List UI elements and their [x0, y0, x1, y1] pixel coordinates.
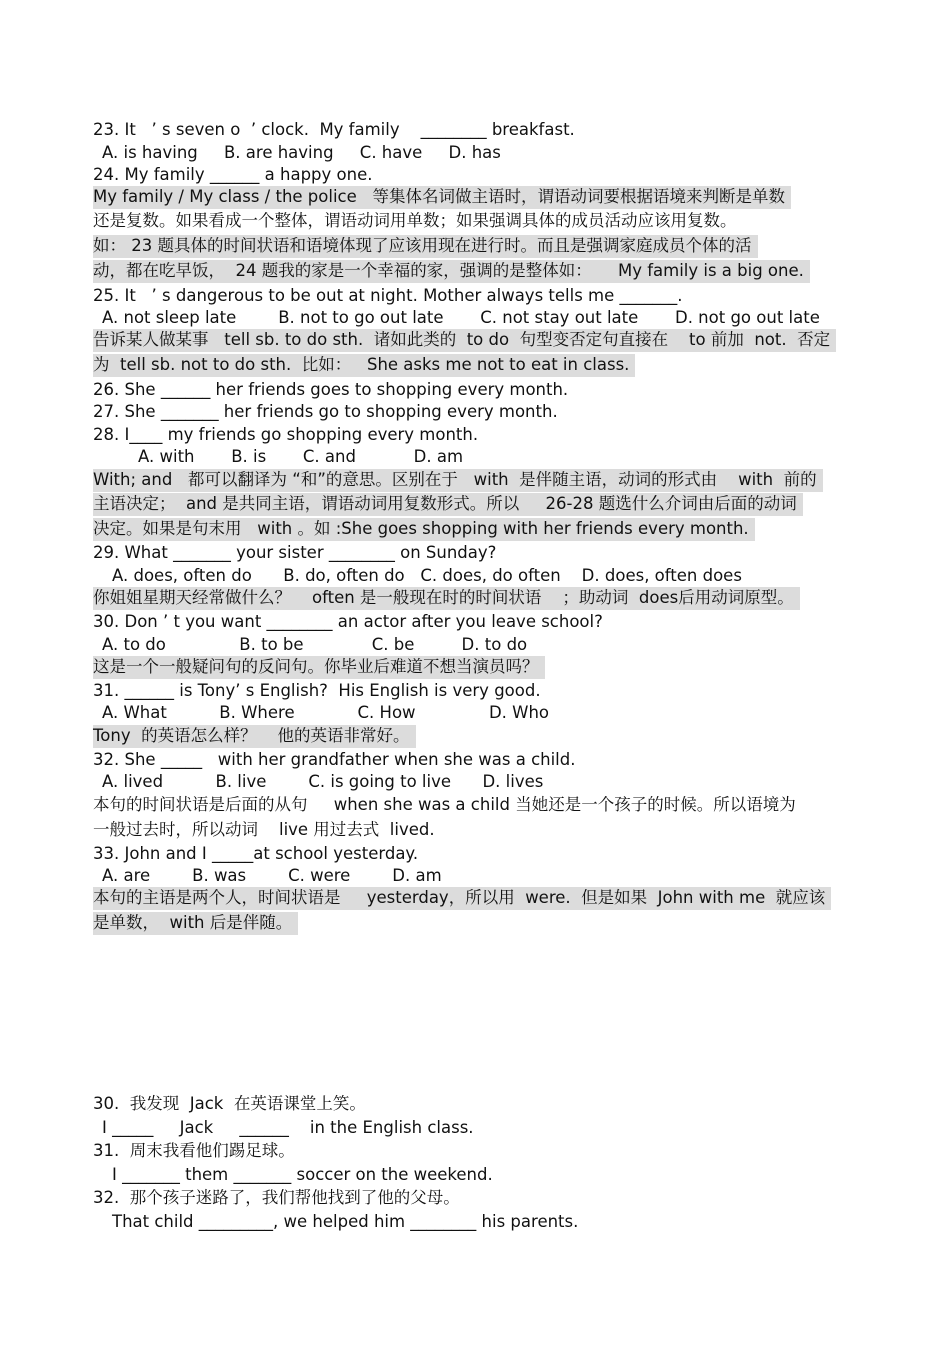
note-were-line-2: 是单数， with 后是伴随。: [93, 912, 298, 935]
question-30-options: A. to do B. to be C. be D. to do: [102, 635, 528, 654]
question-25: 25. It ’ s dangerous to be out at night. Mother always tells me _______.: [93, 286, 683, 305]
question-28: 28. I____ my friends go shopping every month.: [93, 425, 479, 444]
question-27: 27. She _______ her friends go to shopping every month.: [93, 402, 558, 421]
note-family-line-2: 还是复数。如果看成一个整体，谓语动词用单数；如果强调具体的成员活动应该用复数。: [93, 211, 737, 230]
question-29: 29. What _______ your sister ________ on Sunday?: [93, 543, 497, 562]
note-lived-line-1: 本句的时间状语是后面的从句 when she was a child 当她还是一个孩子的时候。所以语境为: [93, 795, 796, 814]
note-family-line-4: 动，都在吃早饭， 24 题我的家是一个幸福的家，强调的是整体如： My family is a big one.: [93, 260, 810, 283]
translation-31-prompt: 31. 周末我看他们踢足球。: [93, 1141, 295, 1160]
note-with-line-1: With; and 都可以翻译为 “和”的意思。区别在于 with 是伴随主语，动词的形式由 with 前的: [93, 469, 823, 492]
question-29-options: A. does, often do B. do, often do C. does, do often D. does, often does: [112, 566, 742, 585]
translation-32-answer: That child _________, we helped him ________ his parents.: [112, 1212, 579, 1231]
note-family-line-3: 如： 23 题具体的时间状语和语境体现了应该用现在进行时。而且是强调家庭成员个体的活: [93, 235, 758, 258]
question-32: 32. She _____ with her grandfather when she was a child.: [93, 750, 576, 769]
question-25-options: A. not sleep late B. not to go out late C. not stay out late D. not go out late: [102, 308, 820, 327]
question-28-options: A. with B. is C. and D. am: [138, 447, 464, 466]
question-23-options: A. is having B. are having C. have D. has: [102, 143, 501, 162]
note-lived-line-2: 一般过去时，所以动词 live 用过去式 lived.: [93, 820, 435, 839]
question-23: 23. It ’ s seven o ’ clock. My family ________ breakfast.: [93, 120, 575, 139]
note-tell-line-1: 告诉某人做某事 tell sb. to do sth. 诸如此类的 to do 句型变否定句直接在 to 前加 not. 否定: [93, 329, 836, 352]
question-33: 33. John and I _____at school yesterday.: [93, 844, 419, 863]
note-often: 你姐姐星期天经常做什么？ often 是一般现在时的时间状语 ；助动词 does后用动词原型。: [93, 587, 800, 610]
note-family-line-1: My family / My class / the police 等集体名词做主语时，谓语动词要根据语境来判断是单数: [93, 186, 791, 209]
question-31-options: A. What B. Where C. How D. Who: [102, 703, 550, 722]
question-32-options: A. lived B. live C. is going to live D. lives: [102, 772, 544, 791]
note-tell-line-2: 为 tell sb. not to do sth. 比如： She asks me not to eat in class.: [93, 354, 635, 377]
note-with-line-3: 决定。如果是句末用 with 。如 :She goes shopping with her friends every month.: [93, 518, 755, 541]
note-were-line-1: 本句的主语是两个人，时间状语是 yesterday，所以用 were. 但是如果 John with me 就应该: [93, 887, 831, 910]
note-with-line-2: 主语决定； and 是共同主语，谓语动词用复数形式。所以 26-28 题选什么介词由后面的动词: [93, 493, 803, 516]
note-actor: 这是一个一般疑问句的反问句。你毕业后难道不想当演员吗？: [93, 656, 545, 679]
question-26: 26. She ______ her friends goes to shopping every month.: [93, 380, 569, 399]
translation-32-prompt: 32. 那个孩子迷路了，我们帮他找到了他的父母。: [93, 1188, 460, 1207]
question-33-options: A. are B. was C. were D. am: [102, 866, 442, 885]
translation-31-answer: I _______ them _______ soccer on the weekend.: [112, 1165, 493, 1184]
question-31: 31. ______ is Tony’ s English? His English is very good.: [93, 681, 541, 700]
question-24: 24. My family ______ a happy one.: [93, 165, 373, 184]
note-tony: Tony 的英语怎么样？ 他的英语非常好。: [93, 725, 416, 748]
translation-30-answer: I _____ Jack ______ in the English class.: [102, 1118, 474, 1137]
question-30: 30. Don ’ t you want ________ an actor after you leave school?: [93, 612, 603, 631]
translation-30-prompt: 30. 我发现 Jack 在英语课堂上笑。: [93, 1094, 366, 1113]
